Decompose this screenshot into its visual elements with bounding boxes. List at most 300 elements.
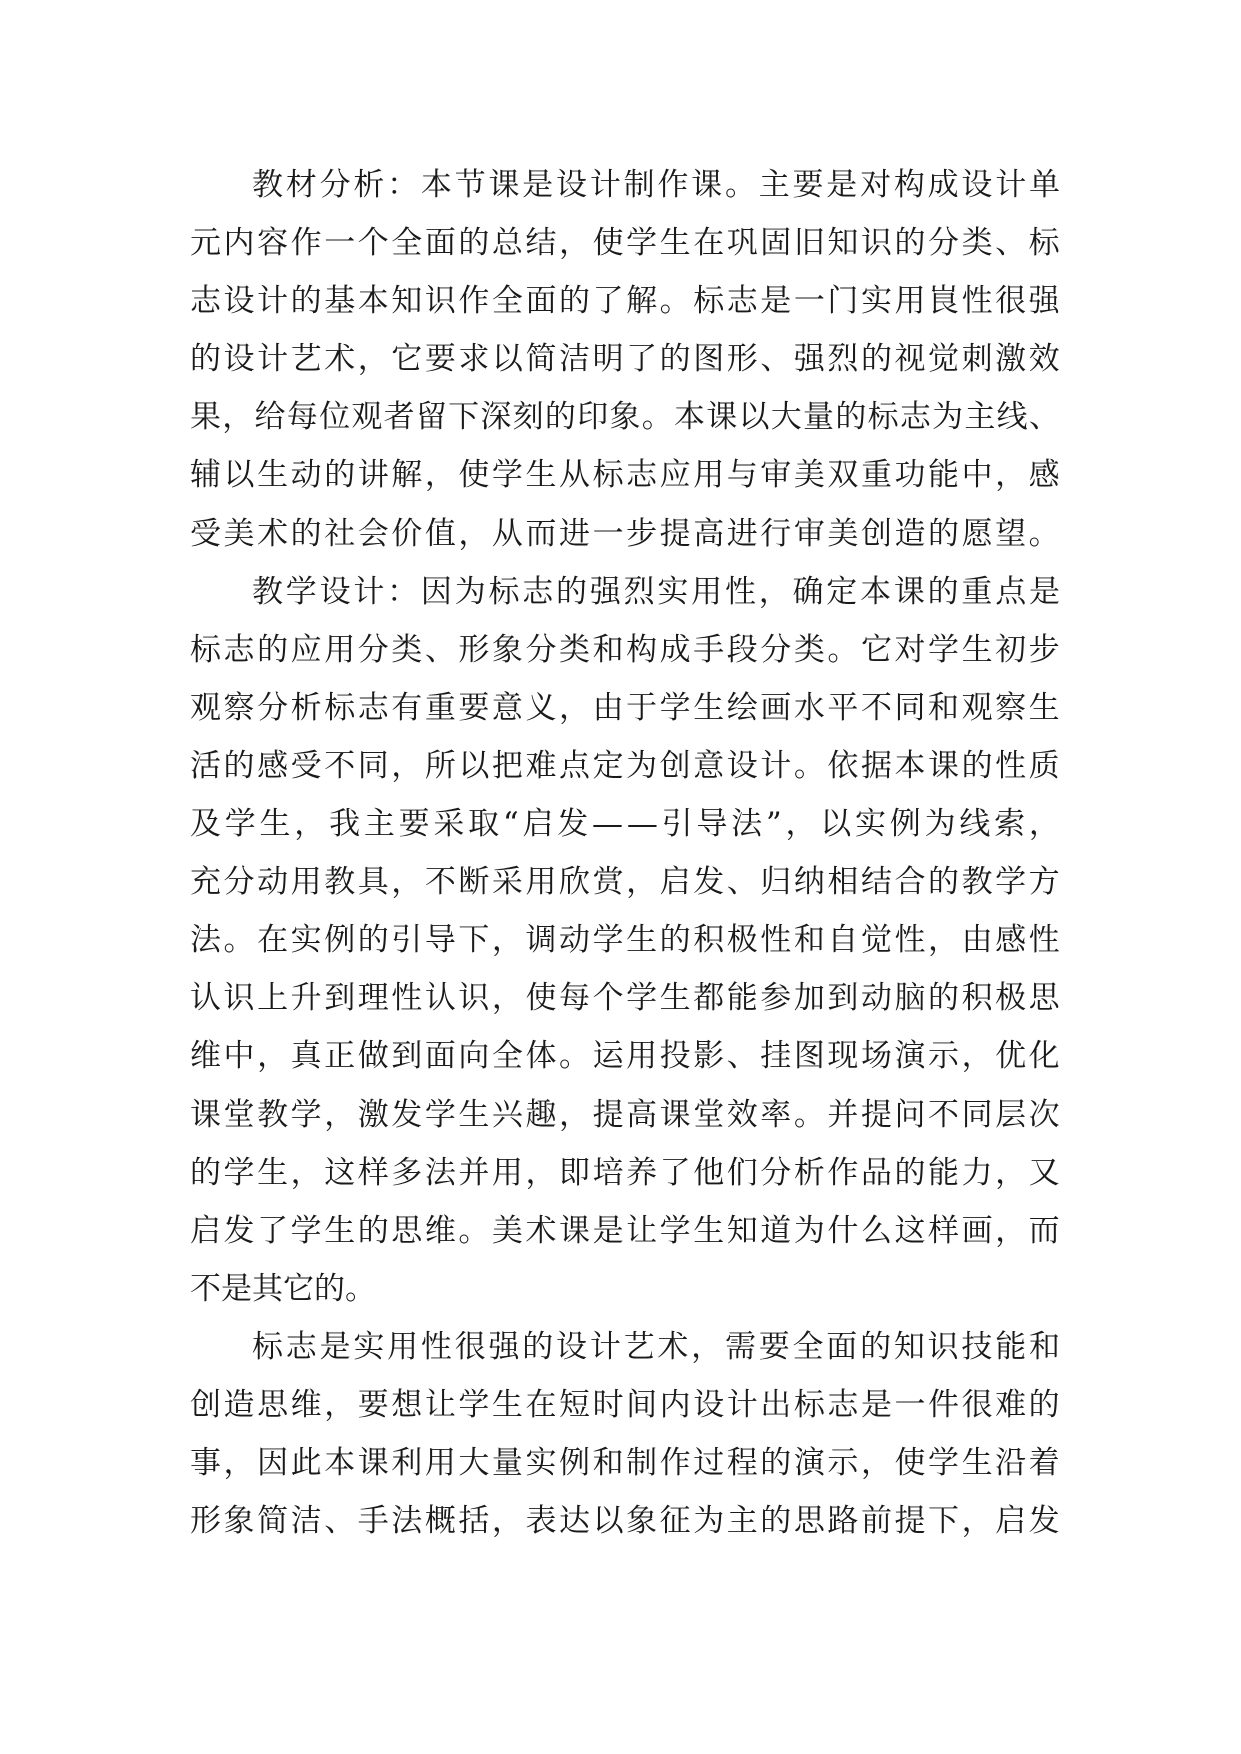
line-char: 是 [860,1386,892,1423]
line-char: 的 [257,631,289,668]
line-char: 本 [894,747,926,784]
line-char: 到 [827,980,859,1017]
line-char: 想 [391,1386,423,1423]
line-char: 而 [1028,1212,1060,1249]
line-char: 据 [860,747,892,784]
line-char: — [626,806,658,843]
paragraph-line [190,621,1060,679]
line-char: 类 [961,225,993,262]
line-char: 动 [290,457,322,494]
line-char: 结 [525,225,557,262]
line-char: 调 [525,922,557,959]
line-char: 性 [420,1328,452,1365]
line-char: 作 [290,225,322,262]
line-char: 参 [760,980,792,1017]
line-char: 启 [522,806,554,843]
line-char: 量 [491,1445,523,1482]
line-char: 这 [324,1154,356,1191]
line-char: 它 [391,341,423,378]
line-char: 识 [860,225,892,262]
line-char: 计 [353,573,385,610]
line-char: 沿 [995,1445,1027,1482]
line-char: 此 [290,1445,322,1482]
line-char: 间 [626,1386,658,1423]
line-char: 刻 [512,399,544,436]
line-char: 志 [899,399,931,436]
line-char: 、 [1028,399,1060,436]
paragraph-line [190,911,1060,969]
line-char: 印 [577,399,609,436]
line-char: 制 [626,1445,658,1482]
line-char: 发 [557,806,589,843]
line-char: 由 [592,689,624,726]
line-char: 应 [290,631,322,668]
line-char: ， [222,399,254,436]
line-char: 学 [659,689,691,726]
line-char: 多 [391,1154,423,1191]
line-char: 的 [559,283,591,320]
line-char: 知 [827,225,859,262]
line-char: 与 [726,457,758,494]
line-char: 一 [894,1386,926,1423]
line-char: 总 [491,225,523,262]
line-char: 强 [589,573,621,610]
line-char: 单 [1028,167,1060,203]
line-char: 材 [285,167,317,203]
line-char: 要 [792,167,824,203]
line-char: 并 [827,1096,859,1133]
line-char: 明 [592,341,624,378]
line-char: 课 [706,399,738,436]
line-char: 重 [961,573,993,610]
paragraph-line [190,795,1060,853]
line-char: 场 [860,1038,892,1075]
line-char: 力 [961,1154,993,1191]
line-char: 的 [928,864,960,901]
line-char: 上 [257,980,289,1017]
line-char: 法 [190,922,221,959]
document-body [190,156,1060,1550]
line-char: 术 [324,341,356,378]
line-char: 课 [190,1096,221,1133]
line-char: 创 [860,515,892,552]
line-char: 志 [827,1386,859,1423]
line-char: 使 [525,980,557,1017]
line-char: 。 [223,922,255,959]
paragraph-line [190,156,1060,214]
line-char: 有 [391,689,423,726]
line-char: 旧 [793,225,825,262]
line-char: 强 [793,341,825,378]
line-char: 欣 [559,864,591,901]
line-char: 构 [893,167,925,203]
line-char: ， [491,1503,523,1540]
line-char: 们 [726,1154,758,1191]
line-char: 生 [324,1212,356,1249]
line-char: 下 [448,399,480,436]
line-char: 社 [324,515,356,552]
line-char: 教 [961,864,993,901]
line-char: 学 [285,573,317,610]
line-char: ， [290,1154,322,1191]
line-char: 问 [894,1096,926,1133]
line-char: ， [626,864,658,901]
line-char: 归 [760,864,792,901]
line-char: 果 [190,399,221,436]
line-char: 使 [458,457,490,494]
line-char: ， [860,1445,892,1482]
line-char: 学 [995,864,1027,901]
line-char: 艺 [290,341,322,378]
line-char: 课 [659,1096,691,1133]
line-char: 辅 [190,457,221,494]
line-char: 为 [932,399,964,436]
line-char: 志 [726,283,758,320]
line-char: 的 [290,515,322,552]
line-char: 意 [693,747,725,784]
line-char: 作 [827,1154,859,1191]
line-char: 的 [894,225,926,262]
line-char: 了 [257,1212,289,1249]
line-char: 者 [383,399,415,436]
line-char: 本 [673,399,705,436]
line-char: ， [391,747,423,784]
line-char: 定 [826,573,858,610]
line-char: 定 [592,747,624,784]
line-char: 本 [860,573,892,610]
line-char: 。 [659,283,691,320]
line-char: 的 [659,341,691,378]
line-char: 需 [724,1328,756,1365]
line-char: 生 [961,631,993,668]
paragraph-line [190,1086,1060,1144]
line-char: 审 [793,515,825,552]
line-char: 生 [961,1445,993,1482]
line-char: 是 [221,1270,252,1307]
line-char: 步 [626,515,658,552]
line-char: 进 [559,515,591,552]
line-char: 学 [290,1096,322,1133]
line-char: 把 [491,747,523,784]
line-char: 率 [760,1096,792,1133]
line-char: 大 [458,1445,490,1482]
line-char: 性 [391,980,423,1017]
line-char: ， [559,689,591,726]
line-char: 线 [996,399,1028,436]
line-char: 基 [324,283,356,320]
line-char: 维 [190,1038,221,1075]
line-char: 析 [793,1154,825,1191]
line-char: 设 [223,341,255,378]
line-char: 观 [961,689,993,726]
line-char: 每 [286,399,318,436]
line-char: 道 [760,1212,792,1249]
line-char: 、 [424,631,456,668]
line-char: 本 [420,167,452,203]
line-char: 峎 [928,283,960,320]
line-char: 动 [860,980,892,1017]
line-char: 的 [961,747,993,784]
line-char: 个 [357,225,389,262]
line-char: 为 [454,573,486,610]
line-char: 的 [760,1503,792,1540]
line-char: 于 [626,689,658,726]
line-char: 设 [726,747,758,784]
line-char: 么 [860,1212,892,1249]
line-char: 设 [223,283,255,320]
line-char: 的 [556,573,588,610]
line-char: — [592,806,624,843]
paragraph-line [190,1027,1060,1085]
line-char: 画 [961,1212,993,1249]
line-char: 课 [928,747,960,784]
line-char: 正 [324,1038,356,1075]
line-char: 都 [693,980,725,1017]
line-char: ， [995,457,1027,494]
paragraph-line [190,853,1060,911]
line-char: 计 [760,747,792,784]
line-char: 启 [659,864,691,901]
line-char: 析 [290,689,322,726]
line-char: 的 [835,399,867,436]
line-char: 中 [961,457,993,494]
line-char: 时 [592,1386,624,1423]
line-char: ” [765,806,782,843]
paragraph-line [190,330,1060,388]
line-char: 是 [319,1328,351,1365]
line-char: 现 [827,1038,859,1075]
line-char: 生 [1028,689,1060,726]
line-char: 造 [894,515,926,552]
line-char: 不 [928,1096,960,1133]
line-char: 激 [357,1096,389,1133]
line-char: 为 [626,747,658,784]
line-char: 的 [290,283,322,320]
line-char: ， [491,922,523,959]
line-char: 设 [693,1386,725,1423]
line-char: 深 [480,399,512,436]
line-char: 术 [257,515,289,552]
line-char: 课 [357,1445,389,1482]
line-char: 学 [491,457,523,494]
line-char: 例 [889,806,921,843]
line-char: 因 [420,573,452,610]
line-char: 意 [491,689,523,726]
line-char: 兴 [491,1096,523,1133]
line-char: 相 [827,864,859,901]
line-char: 样 [928,1212,960,1249]
line-char: 愿 [961,515,993,552]
line-char: 生 [491,1386,523,1423]
line-char: 感 [257,747,289,784]
line-char: 的 [1028,1386,1060,1423]
line-char: 用 [525,864,557,901]
paragraph-line [190,563,1060,621]
line-char: 。 [458,1212,490,1249]
line-char: 真 [290,1038,322,1075]
line-char: 是 [592,1212,624,1249]
line-char: 觉 [928,341,960,378]
line-char: 主 [726,1503,758,1540]
line-char: 学 [626,980,658,1017]
line-char: 计 [995,167,1027,203]
line-char: 法 [424,1154,456,1191]
line-char: 运 [592,1038,624,1075]
line-char: 例 [559,1445,591,1482]
line-char: 学 [928,631,960,668]
line-char: 使 [894,1445,926,1482]
line-char: 分 [223,864,255,901]
line-char: 什 [827,1212,859,1249]
line-char: 化 [1028,1038,1060,1075]
line-char: 、 [760,341,792,378]
line-char: 解 [391,457,423,494]
line-char: 性 [995,747,1027,784]
line-char: 讲 [357,457,389,494]
line-char: 发 [391,1096,423,1133]
line-char: 识 [424,283,456,320]
line-char: 识 [927,1328,959,1365]
line-char: 以 [491,341,523,378]
line-char: 做 [357,1038,389,1075]
line-char: 造 [223,1386,255,1423]
line-char: 件 [928,1386,960,1423]
line-char: 认 [190,980,221,1017]
line-char: 要 [357,1386,389,1423]
line-char: 同 [894,689,926,726]
line-char: 生 [257,1154,289,1191]
line-char: 堂 [223,1096,255,1133]
line-char: 动 [559,922,591,959]
line-char: 由 [961,922,993,959]
line-char: 标 [867,399,899,436]
line-char: 中 [223,1038,255,1075]
line-char: 用 [491,1154,523,1191]
line-char: 艺 [623,1328,655,1365]
line-char: ， [995,1212,1027,1249]
line-char: 在 [525,1386,557,1423]
line-char: 及 [190,806,221,843]
line-char: 教 [257,1096,289,1133]
line-char: ， [559,225,591,262]
line-char: 和 [1028,1328,1060,1365]
line-char: 、 [995,225,1027,262]
line-char: 很 [961,1386,993,1423]
line-char: 、 [726,1038,758,1075]
line-char: 达 [559,1503,591,1540]
line-char: 固 [760,225,792,262]
line-char: 生 [257,457,289,494]
line-char: 标 [1028,225,1060,262]
line-char: 段 [726,631,758,668]
line-char: 高 [626,1096,658,1133]
line-char: 象 [609,399,641,436]
line-char: 生 [693,689,725,726]
line-char: 的 [522,1328,554,1365]
line-char: 以 [820,806,852,843]
line-char: 示 [827,1445,859,1482]
line-char: 质 [1028,747,1060,784]
line-char: 术 [657,1328,689,1365]
line-char: 即 [559,1154,591,1191]
paragraph-line [190,446,1060,504]
paragraph-line [190,737,1060,795]
line-char: 主 [758,167,790,203]
paragraph-line [190,969,1060,1027]
paragraph-line [190,505,1060,563]
line-char: 的 [357,922,389,959]
line-char: 察 [995,689,1027,726]
line-char: 烈 [623,573,655,610]
line-char: 的 [324,457,356,494]
line-char: 双 [827,457,859,494]
line-char: 能 [928,1154,960,1191]
line-char: ， [357,341,389,378]
paragraph-line [190,1260,1060,1318]
line-char: 标 [324,689,356,726]
line-char: 形 [458,631,490,668]
line-char: 课 [559,1212,591,1249]
line-char: 优 [995,1038,1027,1075]
line-char: 。 [793,1096,825,1133]
line-char: 标 [693,283,725,320]
line-char: ， [961,1503,993,1540]
line-char: 又 [1028,1154,1060,1191]
line-char: 征 [659,1503,691,1540]
line-char: 识 [458,980,490,1017]
line-char: 用 [691,573,723,610]
line-char: 类 [391,631,423,668]
line-char: 教 [324,864,356,901]
paragraph-line [190,388,1060,446]
line-char: 维 [424,1212,456,1249]
line-char: 标 [592,457,624,494]
line-char: 手 [357,1503,389,1540]
line-char: 引 [391,922,423,959]
line-char: 大 [770,399,802,436]
line-char: 线 [959,806,991,843]
line-char: ， [294,806,326,843]
line-char: 他 [693,1154,725,1191]
line-char: 分 [357,631,389,668]
line-char: 在 [693,225,725,262]
line-char: 形 [190,1503,221,1540]
line-char: 绘 [726,689,758,726]
line-char: 节 [454,167,486,203]
line-char: 志 [223,631,255,668]
line-char: 生 [458,1096,490,1133]
line-char: 对 [894,631,926,668]
line-char: 分 [928,225,960,262]
line-char: 实 [353,1328,385,1365]
line-char: 的 [357,1212,389,1249]
line-char: 用 [387,1328,419,1365]
line-char: 给 [254,399,286,436]
line-char: 事 [190,1445,221,1482]
line-char: 能 [726,980,758,1017]
line-char: 动 [257,864,289,901]
line-char: 创 [659,747,691,784]
line-char: 审 [760,457,792,494]
line-char: 类 [559,631,591,668]
line-char: 不 [860,689,892,726]
line-char: 容 [257,225,289,262]
line-char: 标 [190,631,221,668]
paragraph-line [190,1144,1060,1202]
line-char: 简 [525,341,557,378]
line-char: 表 [525,1503,557,1540]
line-char: 分 [257,689,289,726]
